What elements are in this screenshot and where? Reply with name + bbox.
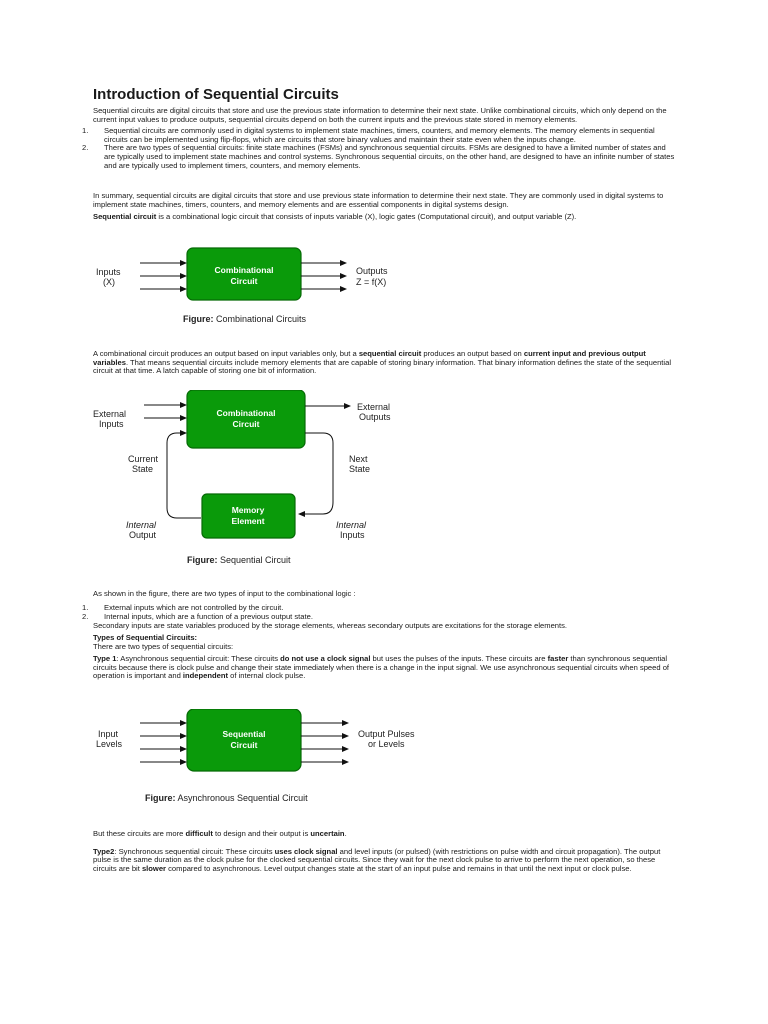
internal-inputs-label: Internal bbox=[336, 519, 367, 530]
output-pulses-label: Output Pulses bbox=[358, 729, 415, 740]
inputs-label-x: (X) bbox=[103, 276, 115, 287]
definition-paragraph: Sequential circuit is a combinational logic circuit that consists of inputs variable (X), logic gates (Computational circuit), and output variable (Z). bbox=[93, 212, 577, 222]
internal-output-label: Output bbox=[129, 529, 157, 540]
box-label: Sequential bbox=[222, 729, 266, 740]
list-item: 2. Internal inputs, which are a function of a previous output state. bbox=[82, 611, 313, 621]
list-item: 2. There are two types of sequential circuits: finite state machines (FSMs) and synchronous sequential circuits. FSMs are designed to have a limited number of states and are typically used to implement state machines and control systems. Synchronous sequential circuits, on the other hand, are designed to have an infinite number of states and are typically used to implement timers, counters, and memory elements. bbox=[82, 143, 675, 170]
box-label: Memory bbox=[231, 504, 265, 515]
box-label: Circuit bbox=[232, 418, 260, 429]
asynchronous-circuit-figure bbox=[93, 709, 678, 814]
figure-caption: Figure: Combinational Circuits bbox=[183, 313, 307, 324]
input-types-paragraph: As shown in the figure, there are two types of input to the combinational logic : bbox=[93, 588, 356, 598]
secondary-inputs-paragraph: Secondary inputs are state variables produced by the storage elements, whereas secondary outputs are excitations for the storage elements. bbox=[93, 620, 568, 630]
figure-caption: Figure: Asynchronous Sequential Circuit bbox=[145, 793, 308, 804]
input-levels-label: Levels bbox=[96, 739, 123, 750]
sequential-circuit-figure bbox=[93, 390, 678, 580]
next-state-label: State bbox=[349, 463, 371, 474]
current-state-label: State bbox=[132, 463, 154, 474]
box-label: Combinational bbox=[216, 407, 276, 418]
external-inputs-label: External bbox=[93, 408, 127, 419]
box-label: Combinational bbox=[214, 264, 274, 275]
input-levels-label: Input bbox=[98, 729, 119, 740]
types-subheading: There are two types of sequential circuits: bbox=[93, 641, 234, 651]
box-label: Element bbox=[231, 515, 265, 526]
box-label: Circuit bbox=[230, 275, 258, 286]
intro-paragraph: Sequential circuits are digital circuits that store and use the previous state information to determine their next state. Unlike combinational circuits, which only depend on the current input values to produce outputs, sequential circuits depend on both the current inputs and the previous state stored in memory elements. bbox=[93, 106, 667, 124]
type2-paragraph: Type2: Synchronous sequential circuit: These circuits uses clock signal and level inputs (or pulsed) (with restrictions on pulse width and circuit propagation). The output pulse is the same duration as the clock pulse for the clocked sequential circuits. Since they wait for the next clock pulse to arrive to perform the next operation, so these circuits are bit slower compared to asynchronous. Level output changes state at the start of an input pulse and remains in that until the next input or clock pulse. bbox=[93, 846, 661, 873]
external-inputs-label: Inputs bbox=[99, 418, 124, 429]
external-outputs-label: Outputs bbox=[359, 411, 391, 422]
inputs-label: Inputs bbox=[96, 266, 121, 277]
combinational-vs-sequential-paragraph: A combinational circuit produces an output based on input variables only, but a sequential circuit produces an output based on current input and previous output variables. That means sequential circuits include memory elements that are capable of storing binary information. That binary information defines the state of the sequential circuit at that time. A latch capable of storing one bit of information. bbox=[93, 348, 672, 376]
next-state-label: Next bbox=[349, 453, 368, 464]
list-uses-types bbox=[82, 126, 678, 170]
list-input-types bbox=[82, 603, 678, 621]
external-outputs-label: External bbox=[357, 401, 391, 412]
internal-output-label: Internal bbox=[126, 519, 157, 530]
figure-caption: Figure: Sequential Circuit bbox=[187, 554, 291, 565]
list-item: 1. External inputs which are not controlled by the circuit. bbox=[82, 603, 284, 613]
current-state-label: Current bbox=[128, 453, 159, 464]
box-label: Circuit bbox=[230, 740, 258, 751]
difficulty-paragraph: But these circuits are more difficult to design and their output is uncertain. bbox=[93, 829, 347, 839]
summary-paragraph: In summary, sequential circuits are digital circuits that store and use previous state information to determine their next state. They are commonly used in digital systems to implement state machines, timers, counters, and memory elements and are essential components in digital systems design. bbox=[93, 191, 664, 209]
document-body bbox=[82, 86, 678, 873]
outputs-formula: Z = f(X) bbox=[356, 276, 387, 287]
types-heading: Types of Sequential Circuits: bbox=[93, 633, 198, 643]
internal-inputs-label: Inputs bbox=[340, 529, 365, 540]
outputs-label: Outputs bbox=[356, 265, 388, 276]
output-pulses-label: or Levels bbox=[368, 739, 405, 750]
type1-paragraph: Type 1: Asynchronous sequential circuit: These circuits do not use a clock signal but uses the pulses of the inputs. These circuits are faster than synchronous sequential circuits because there is clock pulse and change their state immediately when there is a change in the input signal. We use asynchronous sequential circuits when speed of operation is important and independent of internal clock pulse. bbox=[93, 654, 670, 681]
page-title: Introduction of Sequential Circuits bbox=[93, 86, 339, 103]
list-item: 1. Sequential circuits are commonly used in digital systems to implement state machines, timers, counters, and memory elements. The memory elements in sequential circuits can be implemented using flip-flops, which are circuits that store binary values and maintain their state even when the inputs change. bbox=[82, 126, 655, 144]
